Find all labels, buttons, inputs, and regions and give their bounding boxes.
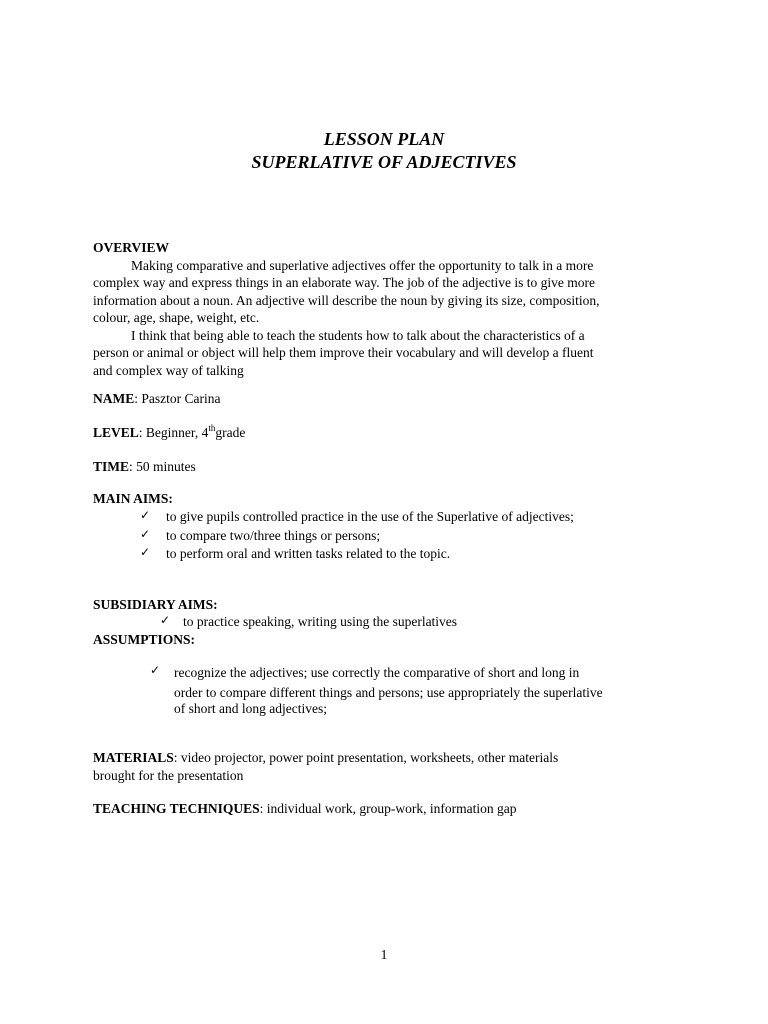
overview-p2-line: and complex way of talking	[93, 362, 244, 378]
overview-p1-line: Making comparative and superlative adjectives offer the opportunity to talk in a more	[131, 257, 594, 273]
lesson-plan-subtitle: SUPERLATIVE OF ADJECTIVES	[251, 152, 517, 172]
page-number: 1	[380, 947, 388, 962]
check-icon: ✓	[140, 527, 151, 541]
name-value: : Pasztor Carina	[134, 391, 221, 406]
assumption-line: order to compare different things and persons; use appropriately the superlative	[174, 685, 603, 700]
materials-field	[93, 749, 685, 784]
main-aim-item: to give pupils controlled practice in the use of the Superlative of adjectives;	[166, 509, 574, 524]
level-label: LEVEL	[93, 425, 139, 440]
main-aims-heading: MAIN AIMS:	[93, 491, 173, 506]
overview-paragraph-1	[93, 257, 685, 327]
level-field	[93, 424, 685, 442]
teaching-techniques-value: : individual work, group-work, information gap	[259, 801, 517, 816]
main-aim-item: to perform oral and written tasks related to the topic.	[166, 546, 451, 561]
overview-p2-line: I think that being able to teach the students how to talk about the characteristics of a	[131, 327, 585, 343]
subsidiary-aims-heading: SUBSIDIARY AIMS:	[93, 597, 218, 612]
level-value: : Beginner, 4	[138, 425, 209, 440]
teaching-techniques-field	[93, 800, 685, 818]
overview-paragraph-2	[93, 327, 685, 380]
materials-label: MATERIALS	[93, 750, 174, 765]
time-field	[93, 458, 685, 476]
teaching-techniques-label: TEACHING TECHNIQUES	[93, 801, 260, 816]
time-label: TIME	[93, 459, 130, 474]
assumptions-heading: ASSUMPTIONS:	[93, 632, 196, 647]
overview-p1-line: colour, age, shape, weight, etc.	[93, 310, 260, 325]
name-label: NAME	[93, 391, 135, 406]
materials-value: : video projector, power point presentation, worksheets, other materials	[173, 750, 559, 765]
overview-heading: OVERVIEW	[93, 240, 170, 255]
materials-value-cont: brought for the presentation	[93, 767, 244, 783]
lesson-plan-title: LESSON PLAN	[323, 129, 445, 149]
level-ordinal-suffix: th	[208, 423, 216, 433]
overview-p2-line: person or animal or object will help them improve their vocabulary and will develop a fluent	[93, 345, 594, 360]
subsidiary-aim-item: to practice speaking, writing using the superlatives	[183, 614, 458, 629]
overview-section	[93, 239, 685, 379]
overview-p1-line: complex way and express things in an elaborate way. The job of the adjective is to give more	[93, 275, 595, 290]
check-icon: ✓	[160, 613, 171, 627]
check-icon: ✓	[150, 663, 161, 677]
level-value-grade: grade	[215, 425, 246, 440]
assumption-line: recognize the adjectives; use correctly the comparative of short and long in	[174, 665, 580, 680]
assumption-line: of short and long adjectives;	[174, 701, 327, 716]
check-icon: ✓	[140, 545, 151, 559]
main-aim-item: to compare two/three things or persons;	[166, 528, 381, 543]
check-icon: ✓	[140, 508, 151, 522]
time-value: : 50 minutes	[129, 459, 196, 474]
overview-p1-line: information about a noun. An adjective will describe the noun by giving its size, composition,	[93, 292, 600, 308]
name-field	[93, 390, 685, 408]
